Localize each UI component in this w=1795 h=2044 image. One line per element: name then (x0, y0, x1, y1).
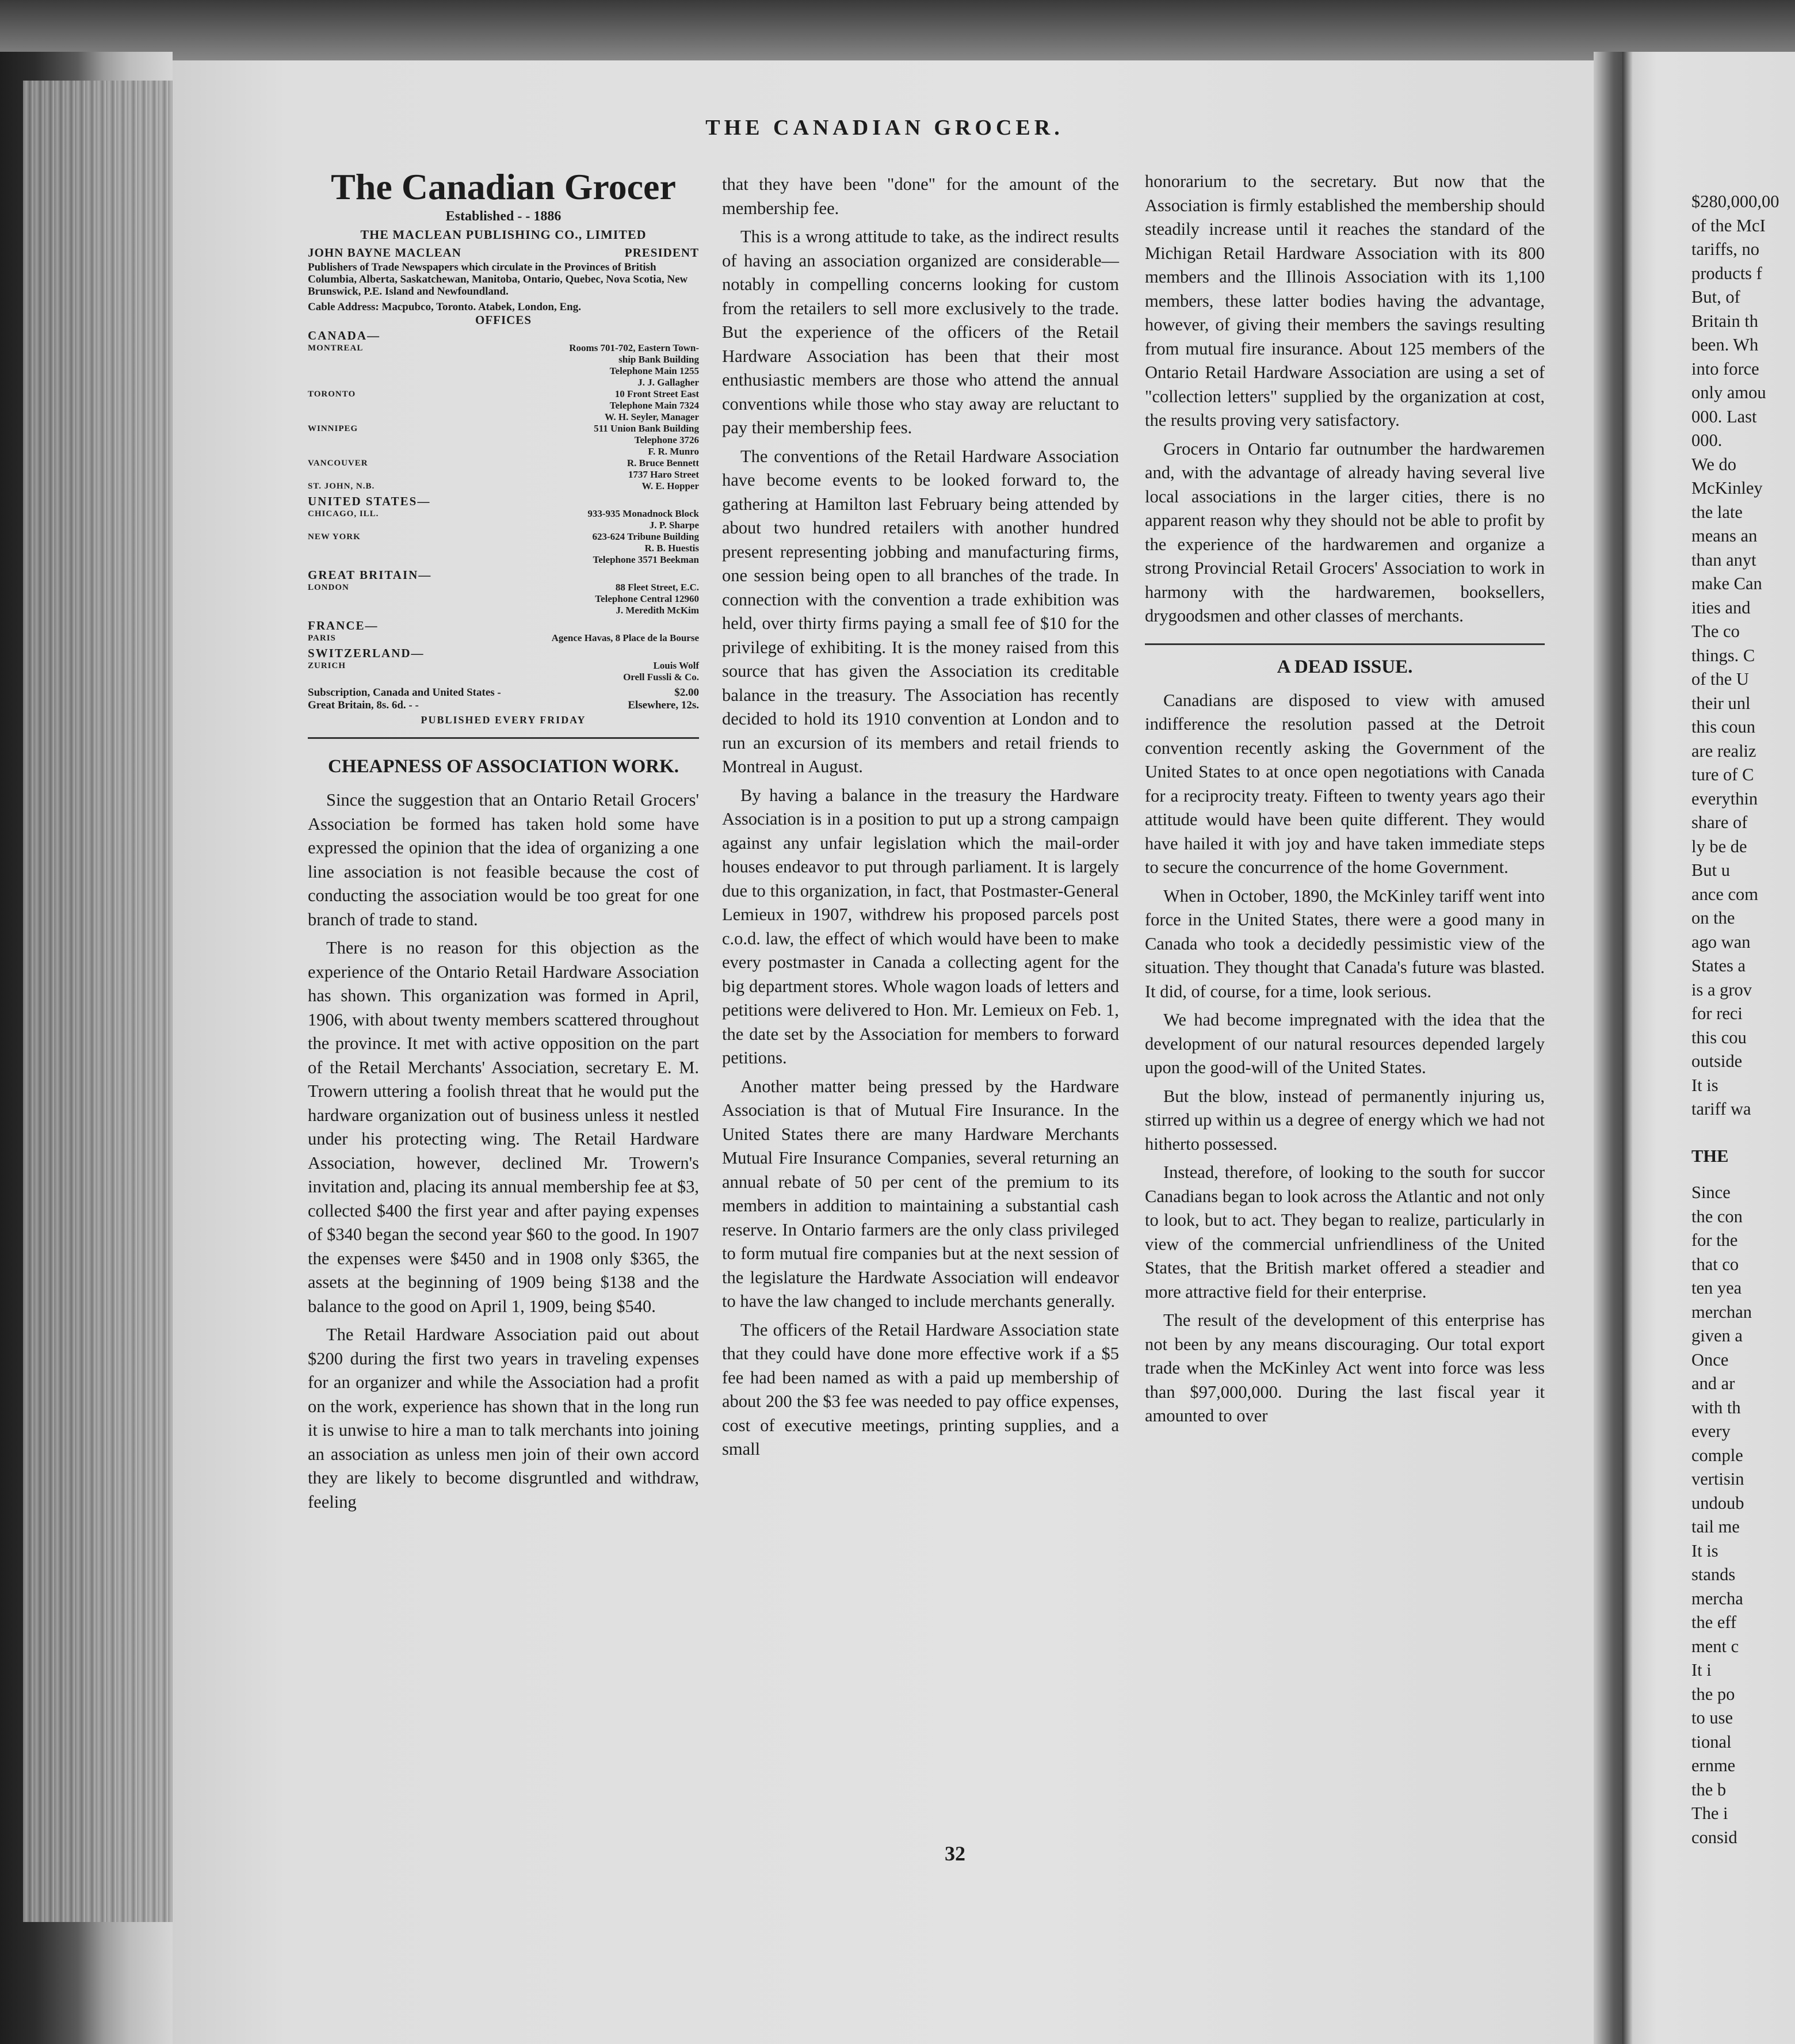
text-fragment: that co (1691, 1254, 1739, 1274)
office-city (308, 593, 429, 605)
established-line: Established - - 1886 (445, 209, 562, 224)
office-city (308, 354, 429, 365)
text-fragment: ture of C (1691, 765, 1754, 784)
office-address: J. Meredith McKim (616, 605, 699, 616)
office-address: Telephone 3571 Beekman (593, 554, 699, 565)
text-fragment: tail me (1691, 1517, 1740, 1536)
text-fragment: Since (1691, 1183, 1731, 1202)
text-fragment: undoub (1691, 1493, 1744, 1513)
office-address: J. P. Sharpe (649, 520, 699, 531)
office-region: SWITZERLAND— (308, 646, 425, 660)
text-fragment: vertisin (1691, 1469, 1744, 1489)
column-1 (308, 167, 699, 1519)
text-fragment: But, of (1691, 287, 1740, 307)
office-address: Telephone Main 7324 (609, 400, 699, 411)
text-fragment: and ar (1691, 1374, 1735, 1393)
running-head: THE CANADIAN GROCER. (705, 116, 1064, 140)
office-address: 1737 Haro Street (628, 469, 699, 480)
text-fragment: ment c (1691, 1636, 1739, 1656)
subscription-label: Subscription, Canada and United States - (308, 687, 501, 699)
office-address: 933-935 Monadnock Block (587, 508, 699, 519)
text-fragment: It is (1691, 1075, 1718, 1095)
office-address: R. B. Huestis (644, 543, 699, 554)
office-region: UNITED STATES— (308, 494, 431, 508)
office-city (308, 446, 429, 457)
office-row (308, 672, 699, 683)
office-region: FRANCE— (308, 619, 379, 632)
article-body (722, 173, 1119, 1462)
article-heading: CHEAPNESS OF ASSOCIATION WORK. (327, 756, 679, 777)
text-fragment: It i (1691, 1660, 1712, 1680)
text-fragment: the b (1691, 1779, 1727, 1799)
office-city (308, 434, 429, 446)
text-fragment: The co (1691, 621, 1740, 641)
text-fragment: things. C (1691, 645, 1755, 665)
subscription-price: $2.00 (674, 687, 699, 699)
scan-top-border (0, 0, 1795, 63)
office-address: 10 Front Street East (614, 388, 699, 399)
article-heading: A DEAD ISSUE. (1277, 656, 1413, 677)
subscription-line-1 (308, 687, 699, 699)
subscription-price: Elsewhere, 12s. (628, 699, 699, 711)
office-region: GREAT BRITAIN— (308, 568, 432, 582)
office-city: ZURICH (308, 661, 346, 670)
text-fragment: for the (1691, 1230, 1738, 1250)
office-row (308, 660, 699, 672)
text-fragment: the eff (1691, 1612, 1737, 1632)
text-fragment: with th (1691, 1397, 1741, 1417)
text-fragment: ance com (1691, 884, 1758, 904)
paragraph: When in October, 1890, the McKinley tariff went into force in the United States, there were a good many in Canada who took a decidedly pessimistic view of the situation. They thought that Canada's future was blasted. It did, of course, for a time, look serious. (1145, 886, 1545, 1001)
cable-address: Cable Address: Macpubco, Toronto. Atabek, London, Eng. (308, 301, 581, 313)
office-row (308, 582, 699, 593)
text-fragment: this coun (1691, 717, 1755, 737)
paragraph: By having a balance in the treasury the Hardware Association is in a position to put up a strong campaign against any unfair legislation which the mail-order houses endeavor to put through parliament. It is largely due to this organization, in fact, that Postmaster-General Lemieux in 1907, withdrew his proposed parcels post c.o.d. law, the effect of which would have been to make every postmaster in Canada a collecting agent for the big department stores. Whole wagon loads of letters and petitions were delivered to Hon. Mr. Lemieux on Feb. 1, the date set by the Association for members to forward petitions. (722, 785, 1119, 1067)
office-city (308, 400, 429, 411)
text-fragment: consid (1691, 1827, 1737, 1847)
office-address: Telephone 3726 (634, 434, 699, 445)
masthead (308, 167, 699, 728)
offices-heading: OFFICES (475, 313, 532, 327)
office-row (308, 446, 699, 457)
text-fragment: Britain th (1691, 311, 1759, 331)
office-row (308, 457, 699, 469)
text-fragment: everythin (1691, 788, 1758, 809)
office-row (308, 377, 699, 388)
office-row (308, 593, 699, 605)
office-address: F. R. Munro (648, 446, 699, 457)
office-address: R. Bruce Bennett (627, 457, 699, 468)
office-city (308, 543, 429, 554)
text-fragment: THE (1691, 1146, 1729, 1166)
text-fragment: It is (1691, 1540, 1718, 1561)
office-address: Telephone Main 1255 (609, 365, 699, 376)
office-city (308, 377, 429, 388)
text-fragment: tional (1691, 1732, 1732, 1752)
office-address: Telephone Central 12960 (595, 593, 699, 604)
office-city: ST. JOHN, N.B. (308, 482, 375, 491)
text-fragment: into force (1691, 359, 1759, 379)
text-fragment: been. Wh (1691, 335, 1759, 354)
office-row (308, 605, 699, 616)
publisher-name: THE MACLEAN PUBLISHING CO., LIMITED (360, 227, 647, 242)
office-address: 88 Fleet Street, E.C. (615, 582, 699, 593)
page-edges (23, 81, 178, 1922)
text-fragment: 000. (1691, 430, 1723, 450)
office-row (308, 520, 699, 531)
office-city (308, 520, 429, 531)
column-2 (722, 173, 1119, 1466)
paragraph: Canadians are disposed to view with amused indifference the resolution passed at the Detroit convention recently asking the Government of the United States to at once open negotiations with Canada for a reciprocity treaty. Fifteen to twenty years ago their attitude would have been quite different. They would have hailed it with joy and have taken immediate steps to secure the concurrence of the home Government. (1145, 690, 1545, 877)
office-row (308, 423, 699, 434)
paragraph: that they have been "done" for the amount of the membership fee. (722, 174, 1119, 218)
office-row (308, 342, 699, 354)
president-line (308, 244, 699, 261)
text-fragment: But u (1691, 860, 1730, 880)
text-fragment: their unl (1691, 693, 1751, 713)
text-fragment: means an (1691, 526, 1758, 546)
office-row (308, 388, 699, 400)
office-address: Orell Fussli & Co. (623, 672, 699, 682)
office-address: Agence Havas, 8 Place de la Bourse (551, 632, 699, 643)
text-fragment: the late (1691, 502, 1743, 522)
text-fragment: ten yea (1691, 1278, 1742, 1298)
text-fragment: make Can (1691, 574, 1762, 593)
office-row (308, 481, 699, 492)
text-fragment: given a (1691, 1326, 1743, 1345)
office-row (308, 400, 699, 411)
office-row (308, 531, 699, 543)
text-fragment: stands (1691, 1565, 1736, 1584)
office-city: CHICAGO, ILL. (308, 509, 379, 518)
text-fragment: We do (1691, 454, 1737, 474)
president-title: PRESIDENT (624, 246, 699, 260)
paragraph: honorarium to the secretary. But now that the Association is firmly established the membership should steadily increase until it reaches the standard of the Michigan Retail Hardware Association with its 800 members and the Illinois Association with its 1,100 members, these latter bodies having the advantage, however, of giving their members the savings resulting from mutual fire insurance. About 125 members of the Ontario Retail Hardware Association are using a set of "collection letters" supplied by the organization at cost, the results proving very satisfactory. (1145, 171, 1545, 430)
office-region: CANADA— (308, 329, 380, 342)
text-fragment: ly be de (1691, 836, 1747, 856)
text-fragment: of the U (1691, 669, 1749, 689)
text-fragment: the po (1691, 1684, 1735, 1704)
text-fragment: mercha (1691, 1588, 1743, 1608)
office-city: VANCOUVER (308, 459, 368, 468)
offices-list (308, 329, 699, 683)
text-fragment: the con (1691, 1206, 1743, 1226)
text-fragment: for reci (1691, 1004, 1743, 1023)
president-name: JOHN BAYNE MACLEAN (308, 246, 461, 260)
paragraph: The officers of the Retail Hardware Association state that they could have done more effective work if a $5 fee had been named as with a paid up membership of about 200 the $3 fee was needed to pay office expenses, cost of executive meetings, printing supplies, and a small (722, 1320, 1119, 1459)
publishers-note: Publishers of Trade Newspapers which circulate in the Provinces of British Columbia, Alberta, Saskatchewan, Manitoba, Ontario, Quebec, Nova Scotia, New Brunswick, P.E. Island and Newfoundland. (308, 261, 688, 298)
office-city (308, 411, 429, 423)
text-fragment: 000. Last (1691, 406, 1757, 426)
text-fragment: tariffs, no (1691, 239, 1760, 259)
column-3 (1145, 170, 1545, 1433)
text-fragment: to use (1691, 1708, 1733, 1728)
office-row (308, 543, 699, 554)
text-fragment: ago wan (1691, 932, 1751, 952)
paragraph: But the blow, instead of permanently injuring us, stirred up within us a degree of energy which we had not hitherto possessed. (1145, 1086, 1545, 1154)
office-row (308, 434, 699, 446)
office-address: W. H. Seyler, Manager (604, 411, 699, 422)
office-city: LONDON (308, 583, 349, 592)
article-body (1145, 170, 1545, 628)
text-fragment: this cou (1691, 1027, 1747, 1047)
office-city (308, 605, 429, 616)
office-city: PARIS (308, 634, 336, 643)
office-address: ship Bank Building (618, 354, 699, 365)
paragraph: Since the suggestion that an Ontario Retail Grocers' Association be formed has taken hold some have expressed the opinion that the idea of organizing a one line association is not feasible because the cost of conducting the association would be too great for one branch of trade to stand. (308, 790, 699, 929)
paragraph: This is a wrong attitude to take, as the indirect results of having an association organized are considerable—notably in compelling concerns looking for custom from the retailers to sell more exclusively to the trade. But the experience of the officers of the Retail Hardware Association has been that their most enthusiastic members are those who attend the annual conventions while those who stay away are reluctant to pay their membership fees. (722, 227, 1119, 437)
text-fragment: products f (1691, 263, 1762, 283)
office-address: 623-624 Tribune Building (592, 531, 699, 542)
text-fragment: every (1691, 1421, 1731, 1441)
divider (1145, 643, 1545, 645)
text-fragment: outside (1691, 1051, 1743, 1071)
office-city (308, 672, 429, 683)
text-fragment: Once (1691, 1349, 1729, 1370)
text-fragment: $280,000,00 (1691, 192, 1779, 211)
office-address: J. J. Gallagher (637, 377, 699, 388)
divider (308, 737, 699, 739)
facing-page-text (1691, 190, 1795, 1849)
text-fragment: States a (1691, 956, 1746, 975)
office-row (308, 365, 699, 377)
office-address: W. E. Hopper (641, 481, 699, 491)
paragraph: We had become impregnated with the idea that the development of our natural resources depended largely upon the good-will of the United States. (1145, 1010, 1545, 1077)
paragraph: The Retail Hardware Association paid out about $200 during the first two years in traveling expenses for an organizer and while the Association had a profit on the work, experience has shown that in the long run it is unwise to hire a man to talk merchants into joining an association as unless men join of their own accord they are likely to become disgruntled and withdraw, feeling (308, 1325, 699, 1512)
published-frequency: PUBLISHED EVERY FRIDAY (421, 714, 586, 726)
text-fragment: The i (1691, 1803, 1728, 1823)
masthead-title: The Canadian Grocer (331, 166, 676, 207)
paragraph: The conventions of the Retail Hardware Association have become events to be looked forward to, the gathering at Hamilton last February being attended by about two hundred retailers with another hundred present representing jobbing and manufacturing firms, one session being open to all branches of the trade. In connection with the convention a trade exhibition was held, over thirty firms paying a small fee of $10 for the privilege of exhibiting. It is the money raised from this source that has given the Association its creditable balance in the treasury. The Association has recently decided to hold its 1910 convention at London and to run an excursion of its members and retail friends to Montreal in August. (722, 446, 1119, 776)
office-city: MONTREAL (308, 344, 364, 353)
text-fragment: are realiz (1691, 741, 1756, 761)
text-fragment: on the (1691, 908, 1735, 928)
text-fragment: share of (1691, 813, 1748, 832)
article-body (1145, 689, 1545, 1428)
office-address: Rooms 701-702, Eastern Town- (569, 342, 699, 353)
paragraph: Grocers in Ontario far outnumber the hardwaremen and, with the advantage of already having several live local associations in the larger cities, there is no apparent reason why they should not be able to profit by the experience of the hardwaremen and organize a strong Provincial Retail Grocers' Association to work in harmony with the hardwaremen, booksellers, drygoodsmen and other classes of merchants. (1145, 438, 1545, 626)
text-fragment: comple (1691, 1445, 1743, 1465)
office-row (308, 411, 699, 423)
text-fragment: ities and (1691, 597, 1751, 617)
office-city (308, 469, 429, 481)
office-city (308, 365, 429, 377)
office-row (308, 508, 699, 520)
paragraph: The result of the development of this enterprise has not been by any means discouraging. Our total export trade when the McKinley Act went into force was less than $97,000,000. During the last fiscal year it amounted to over (1145, 1310, 1545, 1425)
subscription-line-2 (308, 699, 699, 712)
text-fragment: only amou (1691, 383, 1766, 402)
text-fragment: ernme (1691, 1756, 1736, 1775)
text-fragment: tariff wa (1691, 1099, 1751, 1119)
office-city (308, 554, 429, 566)
office-row (308, 354, 699, 365)
office-city: WINNIPEG (308, 424, 358, 433)
paragraph: Instead, therefore, of looking to the south for succor Canadians began to look across the Atlantic and not only to look, but to act. They began to realize, particularly in view of the commercial unfriendliness of the United States, that the British market offered a steadier and more attractive field for their enterprise. (1145, 1162, 1545, 1302)
text-fragment: merchan (1691, 1302, 1752, 1322)
page-number: 32 (945, 1842, 965, 1865)
text-fragment: than anyt (1691, 550, 1756, 570)
office-row (308, 632, 699, 644)
subscription-label: Great Britain, 8s. 6d. - - (308, 699, 419, 711)
office-row (308, 469, 699, 481)
office-city: NEW YORK (308, 532, 361, 541)
article-body (308, 788, 699, 1514)
text-fragment: is a grov (1691, 979, 1752, 1000)
office-city: TORONTO (308, 390, 356, 399)
text-fragment: of the McI (1691, 215, 1766, 235)
paragraph: There is no reason for this objection as the experience of the Ontario Retail Hardware Association has shown. This organization was formed in April, 1906, with about twenty members scattered throughout the province. It met with active opposition on the part of the Retail Merchants' Association, secretary E. M. Trowern uttering a foolish threat that he would put the hardware organization out of business unless it nestled under his protecting wing. The Retail Hardware Association, however, declined Mr. Trowern's invitation and, placing its annual membership fee at $3, collected $400 the first year and after paying expenses of $340 began the second year $60 to the good. In 1907 the expenses were $450 and in 1908 only $365, the assets at the beginning of 1909 being $138 and the balance to the good on April 1, 1909, being $540. (308, 938, 699, 1316)
paragraph: Another matter being pressed by the Hardware Association is that of Mutual Fire Insurance. In the United States there are many Hardware Merchants Mutual Fire Insurance Companies, several returning an annual rebate of 50 per cent of the premium to its members in addition to maintaining a substantial cash reserve. In Ontario farmers are the only class privileged to form mutual fire companies but at the next session of the legislature the Hardwate Association will endeavor to have the law changed to include merchants generally. (722, 1076, 1119, 1311)
office-address: Louis Wolf (653, 660, 699, 671)
text-fragment: McKinley (1691, 478, 1763, 498)
office-address: 511 Union Bank Building (594, 423, 699, 434)
office-row (308, 554, 699, 566)
